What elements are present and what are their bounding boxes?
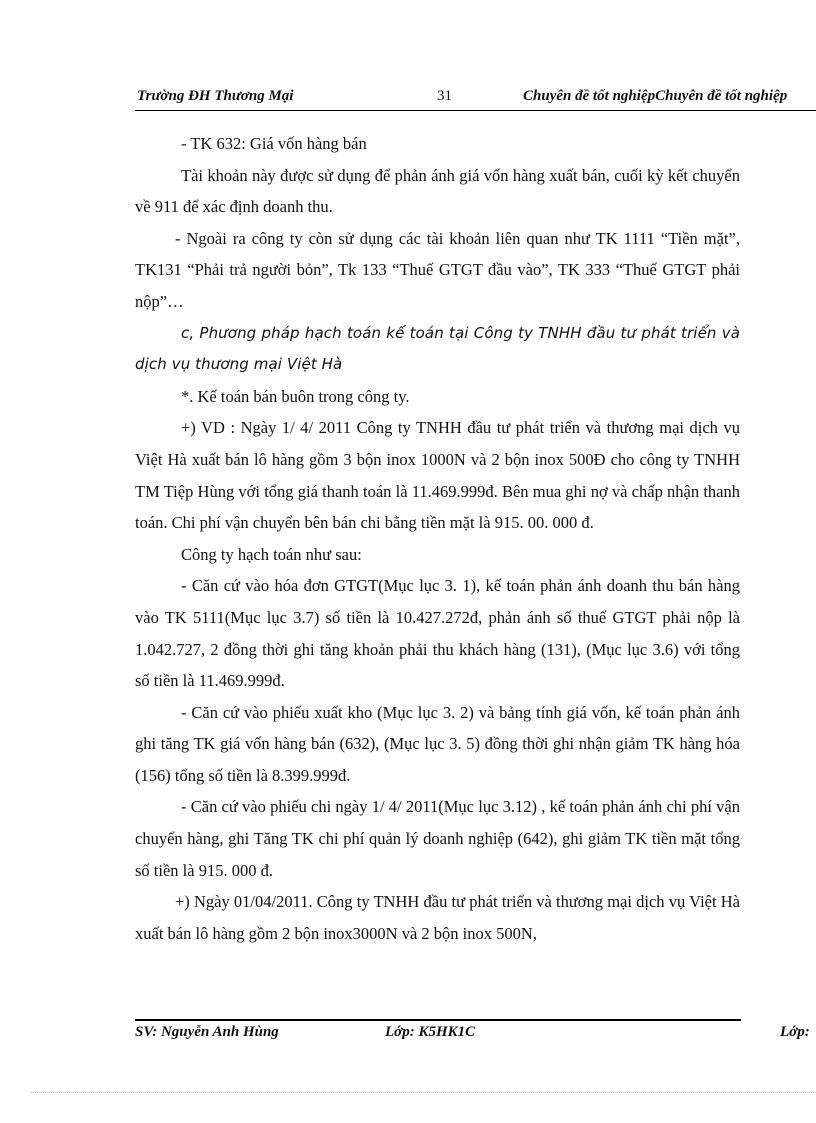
page-header — [135, 86, 816, 110]
header-title: Chuyên đề tốt nghiệpChuyên đề tốt nghiệp — [523, 88, 788, 104]
paragraph-tk632: - TK 632: Giá vốn hàng bán — [181, 134, 367, 153]
paragraph-accounting-intro: Công ty hạch toán như sau: — [181, 544, 362, 564]
header-school: Trường ĐH Thương Mại — [137, 88, 294, 104]
header-page-number: 31 — [437, 88, 452, 104]
paragraph-tk632-desc: Tài khoản này được sử dụng để phản ánh giá vốn hàng xuất bán, cuối kỳ kết chuyển về 911 để xác định doanh thu. — [135, 165, 740, 217]
footer-class: Lớp: K5HK1C — [385, 1024, 476, 1040]
document-body — [135, 128, 740, 949]
paragraph-payment-slip: - Căn cứ vào phiếu chi ngày 1/ 4/ 2011(Mục lục 3.12) , kế toán phản ánh chi phí vận chuyển hàng, ghi Tăng TK chi phí quản lý doanh nghiệp (642), ghi giảm TK tiền mặt tổng số tiền là 915. 000 đ. — [135, 797, 740, 880]
dotted-line — [30, 1092, 816, 1093]
paragraph-warehouse-slip: - Căn cứ vào phiếu xuất kho (Mục lục 3. 2) và bảng tính giá vốn, kế toán phản ánh ghi tăng TK giá vốn hàng bán (632), (Mục lục 3. 5) đồng thời ghi nhận giảm TK hàng hóa (156) tổng số tiền là 8.399.999đ. — [135, 702, 740, 785]
paragraph-wholesale-heading: *. Kế toán bán buôn trong công ty. — [181, 386, 410, 406]
footer-divider — [135, 1019, 741, 1021]
paragraph-invoice: - Căn cứ vào hóa đơn GTGT(Mục lục 3. 1), kế toán phản ánh doanh thu bán hàng vào TK 5111(Mục lục 3.7) số tiền là 10.427.272đ, phản ánh số thuế GTGT phải nộp là 1.042.727, 2 đồng thời ghi tăng khoản phải thu khách hàng (131), (Mục lục 3.6) với tổng số tiền là 11.469.999đ. — [135, 576, 740, 691]
paragraph-other-accounts: - Ngoài ra công ty còn sử dụng các tài khoản liên quan như TK 1111 “Tiền mặt”, TK131 “Phải trả người bỏn”, Tk 133 “Thuế GTGT đầu vào”, TK 333 “Thuế GTGT phải nộp”… — [135, 228, 740, 311]
header-divider — [135, 110, 816, 111]
footer-student: SV: Nguyễn Anh Hùng — [135, 1024, 279, 1040]
paragraph-example-2: +) Ngày 01/04/2011. Công ty TNHH đầu tư phát triển và thương mại dịch vụ Việt Hà xuất bán lô hàng gồm 2 bộn inox3000N và 2 bộn inox 500N, — [135, 892, 740, 943]
page-footer — [135, 1024, 816, 1046]
paragraph-method-heading: c, Phương pháp hạch toán kế toán tại Công ty TNHH đầu tư phát triển và dịch vụ thương mại Việt Hà — [135, 323, 740, 374]
footer-class-repeat: Lớp: — [780, 1024, 810, 1040]
paragraph-example-1: +) VD : Ngày 1/ 4/ 2011 Công ty TNHH đầu tư phát triển và thương mại dịch vụ Việt Hà xuất bán lô hàng gồm 3 bộn inox 1000N và 2 bộn inox 500Đ cho công ty TNHH TM Tiệp Hùng với tổng giá thanh toán là 11.469.999đ. Bên mua ghi nợ và chấp nhận thanh toán. Chi phí vận chuyển bên bán chi bằng tiền mặt là 915. 00. 000 đ. — [135, 418, 740, 533]
